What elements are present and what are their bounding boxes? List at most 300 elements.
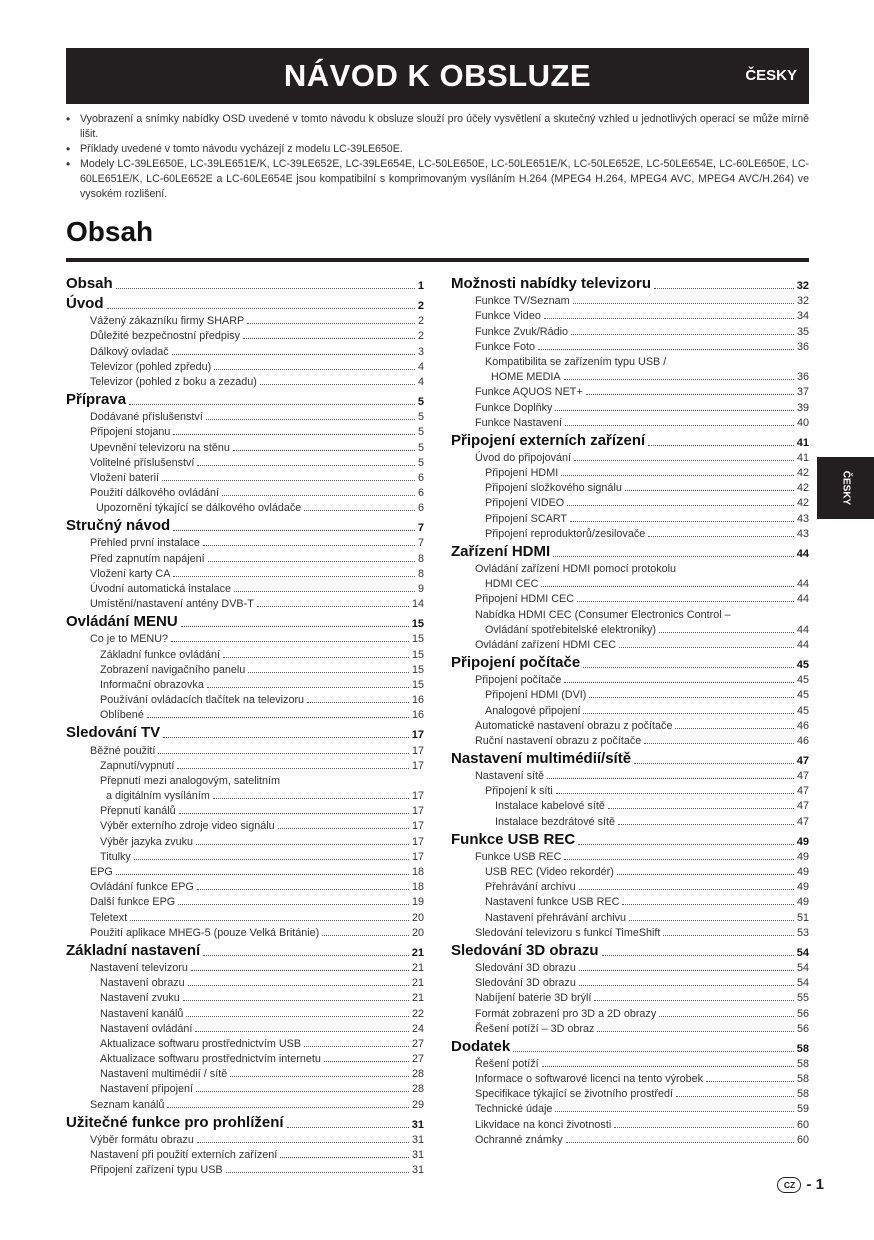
toc-entry[interactable] <box>66 373 424 388</box>
toc-entry[interactable] <box>66 645 424 660</box>
dot-leader <box>226 1172 409 1173</box>
dot-leader <box>196 1091 409 1092</box>
dot-leader <box>541 586 794 587</box>
toc-label: Sledování televizoru s funkcí TimeShift <box>475 926 661 939</box>
toc-entry[interactable] <box>451 464 809 479</box>
toc-entry[interactable] <box>451 1085 809 1100</box>
dot-leader <box>564 379 794 380</box>
toc-entry[interactable] <box>451 893 809 908</box>
toc-entry[interactable] <box>66 974 424 989</box>
dot-leader <box>619 647 794 648</box>
dot-leader <box>162 480 415 481</box>
dot-leader <box>589 697 794 698</box>
dot-leader <box>586 394 794 395</box>
toc-label: Užitečné funkce pro prohlížení <box>66 1113 284 1131</box>
toc-label: Výběr formátu obrazu <box>90 1133 194 1146</box>
dot-leader <box>181 626 409 627</box>
toc-label: Seznam kanálů <box>90 1098 165 1111</box>
toc-entry[interactable] <box>66 863 424 878</box>
toc-page-number: 45 <box>796 704 809 717</box>
dot-leader <box>583 713 794 714</box>
toc-entry[interactable] <box>451 1020 809 1035</box>
toc-label: Funkce Video <box>475 310 541 323</box>
toc-entry[interactable] <box>451 924 809 939</box>
toc-label: Aktualizace softwaru prostřednictvím USB <box>100 1037 302 1050</box>
toc-label: Technické údaje <box>475 1103 553 1116</box>
toc-entry[interactable] <box>66 327 424 342</box>
toc-entry[interactable] <box>451 338 809 353</box>
toc-page-number: 49 <box>796 866 809 878</box>
toc-page-number: 42 <box>796 497 809 510</box>
dot-leader <box>565 425 794 426</box>
toc-label: Použití dálkového ovládání <box>90 487 220 500</box>
toc-label: Další funkce EPG <box>90 896 176 909</box>
toc-page-number: 9 <box>417 583 424 595</box>
toc-page-number: 17 <box>411 729 424 742</box>
toc-entry[interactable] <box>451 908 809 923</box>
toc-entry[interactable] <box>451 863 809 878</box>
dot-leader <box>594 1000 794 1001</box>
toc-page-number: 22 <box>411 1007 424 1020</box>
toc-entry[interactable] <box>66 1146 424 1161</box>
toc-page-number: 28 <box>411 1083 424 1096</box>
toc-label: Nastavení připojení <box>100 1083 194 1096</box>
toc-page-number: 27 <box>411 1037 424 1050</box>
toc-page-number: 41 <box>796 451 809 464</box>
toc-label: Řešení potíží <box>475 1057 539 1070</box>
toc-label: Zařízení HDMI <box>451 542 551 560</box>
toc-label: Kompatibilita se zařízením typu USB / <box>485 355 667 368</box>
toc-entry[interactable] <box>451 322 809 337</box>
toc-label: HOME MEDIA <box>491 371 561 384</box>
toc-entry[interactable] <box>451 383 809 398</box>
toc-page-number: 54 <box>796 977 809 990</box>
toc-label: Dodatek <box>451 1037 511 1055</box>
toc-label: Nabíjení baterie 3D brýlí <box>475 992 592 1005</box>
dot-leader <box>186 1016 409 1017</box>
toc-entry[interactable] <box>451 307 809 322</box>
toc-entry[interactable] <box>451 636 809 651</box>
toc-page-number: 2 <box>417 315 424 328</box>
toc-entry[interactable] <box>451 575 809 590</box>
toc-entry[interactable] <box>66 893 424 908</box>
dot-leader <box>547 778 794 779</box>
toc-entry[interactable] <box>451 525 809 540</box>
toc-section[interactable] <box>451 1035 809 1055</box>
dot-leader <box>583 667 794 668</box>
toc-entry[interactable] <box>451 1100 809 1115</box>
toc-page-number: 27 <box>411 1053 424 1066</box>
toc-entry[interactable] <box>66 1004 424 1019</box>
toc-label: Informace o softwarové licenci na tento výrobek <box>475 1073 704 1086</box>
dot-leader <box>214 369 415 370</box>
toc-entry[interactable] <box>66 565 424 580</box>
toc-page-number: 16 <box>411 694 424 707</box>
toc-entry[interactable] <box>451 686 809 701</box>
note-item: • Vyobrazení a snímky nabídky OSD uvedené v tomto návodu k obsluze slouží pro účely vysvětlení a skutečný vzhled u jednotlivých operací se může mírně lišit. <box>66 112 809 142</box>
dot-leader <box>544 318 794 319</box>
dot-leader <box>195 1031 409 1032</box>
toc-page-number: 29 <box>411 1098 424 1111</box>
dot-leader <box>648 445 794 446</box>
toc-page-number: 55 <box>796 992 809 1005</box>
toc-label: Funkce USB REC <box>475 850 562 863</box>
dot-leader <box>322 935 409 936</box>
toc-label: Funkce AQUOS NET+ <box>475 386 583 399</box>
toc-section[interactable] <box>66 1111 424 1131</box>
toc-section[interactable] <box>451 651 809 671</box>
toc-entry[interactable] <box>451 671 809 686</box>
toc-page-number: 43 <box>796 527 809 540</box>
toc-page-number: 21 <box>411 961 424 974</box>
toc-entry[interactable] <box>66 358 424 373</box>
toc-entry[interactable] <box>66 706 424 721</box>
toc-entry[interactable] <box>66 924 424 939</box>
toc-label: Titulky <box>100 850 131 863</box>
toc-page-number: 3 <box>417 345 424 358</box>
toc-entry[interactable] <box>451 449 809 464</box>
dot-leader <box>564 682 794 683</box>
toc-page-number: 5 <box>417 456 424 469</box>
dot-leader <box>129 404 415 405</box>
toc-entry[interactable] <box>66 832 424 847</box>
toc-page-number: 17 <box>411 759 424 772</box>
dot-leader <box>555 1111 794 1112</box>
toc-entry[interactable] <box>66 848 424 863</box>
toc-section[interactable] <box>66 388 424 408</box>
toc-entry[interactable] <box>451 878 809 893</box>
toc-entry[interactable] <box>66 454 424 469</box>
dot-leader <box>564 859 794 860</box>
dot-leader <box>625 490 794 491</box>
toc-entry[interactable] <box>66 1035 424 1050</box>
dot-leader <box>567 505 794 506</box>
heading-divider <box>66 258 809 262</box>
toc-label: Funkce TV/Seznam <box>475 295 570 308</box>
toc-label: Ovládání zařízení HDMI pomocí protokolu <box>475 563 677 575</box>
dot-leader <box>648 536 794 537</box>
toc-label: Důležité bezpečnostní předpisy <box>90 330 241 343</box>
toc-page-number: 21 <box>411 992 424 1005</box>
toc-section[interactable] <box>66 939 424 959</box>
dot-leader <box>167 1107 409 1108</box>
toc-section[interactable] <box>66 721 424 741</box>
dot-leader <box>614 1127 794 1128</box>
toc-label: Dodávané příslušenství <box>90 411 203 424</box>
toc-label: Sledování 3D obrazu <box>451 941 599 959</box>
toc-entry[interactable] <box>66 817 424 832</box>
toc-entry[interactable] <box>66 534 424 549</box>
toc-label: Funkce Foto <box>475 340 536 353</box>
dot-leader <box>287 1127 409 1128</box>
toc-label: Připojení stojanu <box>90 426 171 439</box>
toc-label: Ovládání MENU <box>66 613 178 631</box>
toc-section[interactable] <box>66 514 424 534</box>
country-badge: CZ <box>777 1177 801 1193</box>
toc-section[interactable] <box>451 939 809 959</box>
dot-leader <box>197 889 409 890</box>
toc-entry[interactable] <box>66 1080 424 1095</box>
toc-entry[interactable] <box>451 605 809 620</box>
toc-entry[interactable] <box>451 782 809 797</box>
toc-entry[interactable] <box>451 292 809 307</box>
toc-label: Zobrazení navigačního panelu <box>100 663 246 676</box>
dot-leader <box>553 556 794 557</box>
toc-entry[interactable] <box>66 312 424 327</box>
toc-entry[interactable] <box>66 787 424 802</box>
toc-label: Nastavení při použití externích zařízení <box>90 1149 278 1161</box>
dot-leader <box>207 687 409 688</box>
page-title: Obsah <box>66 216 154 247</box>
toc-label: Připojení složkového signálu <box>485 482 622 495</box>
toc-page-number: 47 <box>796 770 809 783</box>
toc-label: Připojení k síti <box>485 785 553 798</box>
dot-leader <box>304 1046 409 1047</box>
toc-label: Úvodní automatická instalace <box>90 583 232 595</box>
toc-entry[interactable] <box>66 661 424 676</box>
toc-entry[interactable] <box>66 408 424 423</box>
toc-entry[interactable] <box>451 1115 809 1130</box>
toc-entry[interactable] <box>451 1070 809 1085</box>
dot-leader <box>579 970 794 971</box>
toc-entry[interactable] <box>66 423 424 438</box>
toc-page-number: 36 <box>796 340 809 353</box>
toc-entry[interactable] <box>66 908 424 923</box>
toc-page-number: 45 <box>796 674 809 687</box>
toc-entry[interactable] <box>451 974 809 989</box>
toc-entry[interactable] <box>66 484 424 499</box>
toc-entry[interactable] <box>66 1050 424 1065</box>
toc-entry[interactable] <box>66 469 424 484</box>
toc-entry[interactable] <box>66 630 424 645</box>
toc-entry[interactable] <box>451 353 809 368</box>
toc-entry[interactable] <box>66 1065 424 1080</box>
toc-entry[interactable] <box>66 342 424 357</box>
toc-label: Připojení reproduktorů/zesilovače <box>485 527 646 540</box>
toc-section[interactable] <box>451 747 809 767</box>
toc-entry[interactable] <box>451 767 809 782</box>
dot-leader <box>555 410 794 411</box>
dot-leader <box>561 475 794 476</box>
dot-leader <box>618 824 794 825</box>
toc-label: Televizor (pohled z boku a zezadu) <box>90 375 257 388</box>
toc-entry[interactable] <box>66 772 424 787</box>
toc-label: Nastavení sítě <box>475 770 545 783</box>
toc-page-number: 17 <box>411 744 424 757</box>
toc-entry[interactable] <box>451 797 809 812</box>
toc-label: Nastavení zvuku <box>100 992 180 1005</box>
toc-entry[interactable] <box>451 717 809 732</box>
toc-entry[interactable] <box>66 1020 424 1035</box>
toc-entry[interactable] <box>451 812 809 827</box>
toc-label: Ruční nastavení obrazu z počítače <box>475 734 642 747</box>
toc-page-number: 31 <box>411 1149 424 1161</box>
toc-entry[interactable] <box>66 878 424 893</box>
dot-leader <box>579 889 794 890</box>
toc-entry[interactable] <box>66 499 424 514</box>
toc-entry[interactable] <box>451 398 809 413</box>
toc-page-number: 58 <box>796 1057 809 1070</box>
dot-leader <box>573 303 794 304</box>
toc-page-number: 15 <box>411 618 424 631</box>
toc-label: Vložení baterií <box>90 471 160 484</box>
toc-label: Nastavení kanálů <box>100 1007 184 1020</box>
toc-page-number: 5 <box>417 441 424 454</box>
toc-section[interactable] <box>66 292 424 312</box>
toc-entry[interactable] <box>451 621 809 636</box>
toc-page-number: 5 <box>417 426 424 439</box>
toc-entry[interactable] <box>451 1004 809 1019</box>
toc-label: Úvod do připojování <box>475 451 572 464</box>
toc-page-number: 37 <box>796 386 809 399</box>
toc-label: Ovládání spotřebitelské elektroniky) <box>485 623 657 636</box>
dot-leader <box>578 844 794 845</box>
toc-label: Připojení VIDEO <box>485 497 565 510</box>
toc-page-number: 6 <box>417 487 424 500</box>
note-item: • Příklady uvedené v tomto návodu vycházejí z modelu LC-39LE650E. <box>66 142 809 157</box>
dot-leader <box>659 1016 794 1017</box>
dot-leader <box>116 288 415 289</box>
toc-entry[interactable] <box>66 595 424 610</box>
dot-leader <box>188 985 409 986</box>
dot-leader <box>247 323 415 324</box>
toc-label: EPG <box>90 866 113 878</box>
toc-entry[interactable] <box>66 1131 424 1146</box>
toc-entry[interactable] <box>451 1131 809 1146</box>
dot-leader <box>130 920 409 921</box>
toc-label: a digitálním vysíláním <box>106 790 210 803</box>
toc-entry[interactable] <box>451 509 809 524</box>
toc-page-number: 36 <box>796 371 809 384</box>
toc-page-number: 18 <box>411 866 424 878</box>
dot-leader <box>663 935 794 936</box>
toc-entry[interactable] <box>66 741 424 756</box>
toc-page-number: 59 <box>796 1103 809 1116</box>
dot-leader <box>197 1142 409 1143</box>
toc-page-number: 7 <box>417 537 424 550</box>
toc-page-number: 51 <box>796 911 809 924</box>
toc-page-number: 32 <box>796 280 809 292</box>
toc-entry[interactable] <box>66 691 424 706</box>
toc-page-number: 44 <box>796 623 809 636</box>
toc-label: Upevnění televizoru na stěnu <box>90 441 230 454</box>
toc-label: Před zapnutím napájení <box>90 552 205 565</box>
toc-page-number: 16 <box>411 709 424 722</box>
toc-entry[interactable] <box>451 701 809 716</box>
toc-label: Běžné použití <box>90 744 156 757</box>
toc-section[interactable] <box>451 828 809 848</box>
toc-entry[interactable] <box>66 1161 424 1176</box>
toc-page-number: 6 <box>417 502 424 515</box>
toc-entry[interactable] <box>66 580 424 595</box>
toc-label: Nastavení přehrávání archivu <box>485 911 627 924</box>
toc-page-number: 31 <box>411 1164 424 1177</box>
toc-page-number: 53 <box>796 926 809 939</box>
toc-label: Používání ovládacích tlačítek na televizoru <box>100 694 305 707</box>
toc-entry[interactable] <box>451 848 809 863</box>
toc-page-number: 46 <box>796 719 809 732</box>
dot-leader <box>617 874 794 875</box>
toc-page-number: 56 <box>796 1007 809 1020</box>
dot-leader <box>173 530 415 531</box>
toc-page-number: 2 <box>417 300 424 312</box>
toc-page-number: 1 <box>417 280 424 292</box>
dot-leader <box>173 434 415 435</box>
toc-label: USB REC (Video rekordér) <box>485 866 614 878</box>
toc-entry[interactable] <box>451 368 809 383</box>
toc-page-number: 35 <box>796 325 809 338</box>
dot-leader <box>513 1051 794 1052</box>
dot-leader <box>654 288 794 289</box>
dot-leader <box>634 763 794 764</box>
toc-page-number: 60 <box>796 1133 809 1146</box>
toc-right-column <box>451 272 809 1146</box>
toc-page-number: 31 <box>411 1133 424 1146</box>
dot-leader <box>324 1061 409 1062</box>
dot-leader <box>608 808 794 809</box>
toc-entry[interactable] <box>451 732 809 747</box>
toc-page-number: 4 <box>417 360 424 373</box>
toc-entry[interactable] <box>451 414 809 429</box>
toc-label: Funkce Doplňky <box>475 401 553 414</box>
dot-leader <box>556 793 794 794</box>
toc-label: Ovládání funkce EPG <box>90 881 194 894</box>
toc-entry[interactable] <box>451 494 809 509</box>
language-side-tab <box>817 457 874 519</box>
toc-page-number: 14 <box>411 598 424 611</box>
toc-page-number: 47 <box>796 785 809 798</box>
toc-label: Základní nastavení <box>66 941 201 959</box>
toc-section[interactable] <box>66 272 424 292</box>
toc-entry[interactable] <box>451 959 809 974</box>
toc-entry[interactable] <box>66 1095 424 1110</box>
toc-entry[interactable] <box>451 560 809 575</box>
toc-entry[interactable] <box>451 989 809 1004</box>
toc-entry[interactable] <box>66 438 424 453</box>
dot-leader <box>183 1000 409 1001</box>
toc-page-number: 54 <box>796 946 809 959</box>
dot-leader <box>570 521 794 522</box>
toc-section[interactable] <box>451 272 809 292</box>
toc-entry[interactable] <box>451 479 809 494</box>
toc-section[interactable] <box>451 429 809 449</box>
toc-entry[interactable] <box>66 757 424 772</box>
toc-page-number: 34 <box>796 310 809 323</box>
toc-entry[interactable] <box>66 989 424 1004</box>
toc-entry[interactable] <box>451 590 809 605</box>
toc-entry[interactable] <box>66 802 424 817</box>
toc-label: Ovládání zařízení HDMI CEC <box>475 638 617 651</box>
toc-entry[interactable] <box>66 959 424 974</box>
toc-section[interactable] <box>451 540 809 560</box>
toc-page-number: 47 <box>796 800 809 813</box>
toc-entry[interactable] <box>451 1055 809 1070</box>
toc-label: Instalace bezdrátové sítě <box>495 815 616 828</box>
toc-label: Upozornění týkající se dálkového ovládače <box>96 502 302 515</box>
note-item: • Modely LC-39LE650E, LC-39LE651E/K, LC-39LE652E, LC-39LE654E, LC-50LE650E, LC-50LE651E/K, LC-50LE652E, LC-50LE654E, LC-60LE650E, LC-60LE651E/K, LC-60LE652E a LC-60LE654E jsou kompatibilní s komprimovaným vysíláním H.264 (MPEG4 H.264, MPEG4 AVC, MPEG4 AVC/H.264) ve vysokém rozlišení. <box>66 157 809 202</box>
dot-leader <box>542 1066 794 1067</box>
toc-label: Nastavení obrazu <box>100 977 185 990</box>
toc-page-number: 44 <box>796 547 809 560</box>
toc-label: Nastavení funkce USB REC <box>485 896 620 909</box>
toc-section[interactable] <box>66 610 424 630</box>
toc-page-number: 24 <box>411 1022 424 1035</box>
toc-entry[interactable] <box>66 549 424 564</box>
toc-page-number: 5 <box>417 411 424 424</box>
toc-label: Přepnutí mezi analogovým, satelitním <box>100 774 281 787</box>
toc-entry[interactable] <box>66 676 424 691</box>
toc-page-number: 17 <box>411 790 424 803</box>
